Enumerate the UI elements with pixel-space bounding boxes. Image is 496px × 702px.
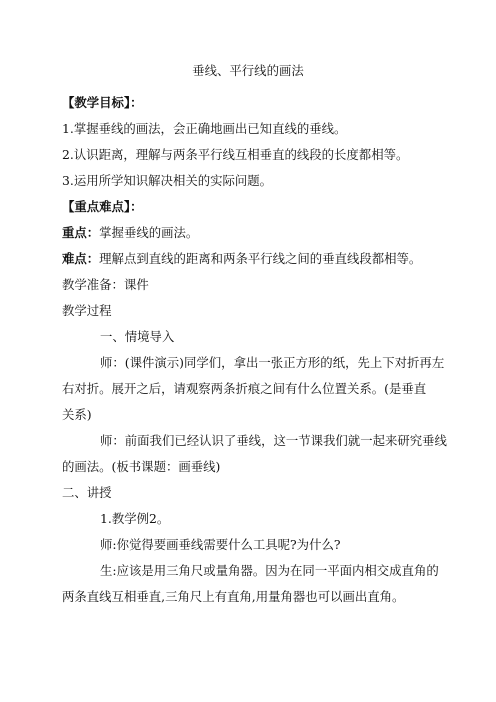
goal-item-1: 1.掌握垂线的画法，会正确地画出已知直线的垂线。 [62,121,347,136]
preparation: 教学准备：课件 [62,277,149,292]
teacher-question: 师:你觉得要画垂线需要什么工具呢?为什么? [100,537,341,552]
key-point [62,225,198,241]
section-1-heading: 一、情境导入 [100,329,175,344]
key-text: 掌握垂线的画法。 [99,225,199,240]
document-title: 垂线、平行线的画法 [192,63,304,78]
paragraph-1-line-1: 师：(课件演示)同学们，拿出一张正方形的纸，先上下对折再左 [100,355,445,370]
student-answer-line-1: 生:应该是用三角尺或量角器。因为在同一平面内相交成直角的 [100,563,439,578]
process-heading: 教学过程 [62,303,112,318]
section-2-heading: 二、讲授 [62,485,112,500]
example-heading: 1.教学例2。 [100,511,170,526]
difficulty-point [62,251,421,267]
goals-heading: 【教学目标】： [62,95,143,110]
goal-item-3: 3.运用所学知识解决相关的实际问题。 [62,173,273,188]
difficulty-text: 理解点到直线的距离和两条平行线之间的垂直线段都相等。 [99,251,422,266]
paragraph-2-line-2: 的画法。(板书课题：画垂线) [62,459,221,474]
paragraph-1-line-3: 关系) [62,407,92,422]
keypoints-heading: 【重点难点】： [62,199,143,214]
student-answer-line-2: 两条直线互相垂直,三角尺上有直角,用量角器也可以画出直角。 [62,589,405,604]
difficulty-label: 难点： [62,251,100,266]
key-label: 重点： [62,225,100,240]
goal-item-2: 2.认识距离，理解与两条平行线互相垂直的线段的长度都相等。 [62,147,409,162]
paragraph-1-line-2: 右对折。展开之后，请观察两条折痕之间有什么位置关系。(是垂直 [62,381,427,396]
paragraph-2-line-1: 师：前面我们已经认识了垂线，这一节课我们就一起来研究垂线 [100,433,447,448]
